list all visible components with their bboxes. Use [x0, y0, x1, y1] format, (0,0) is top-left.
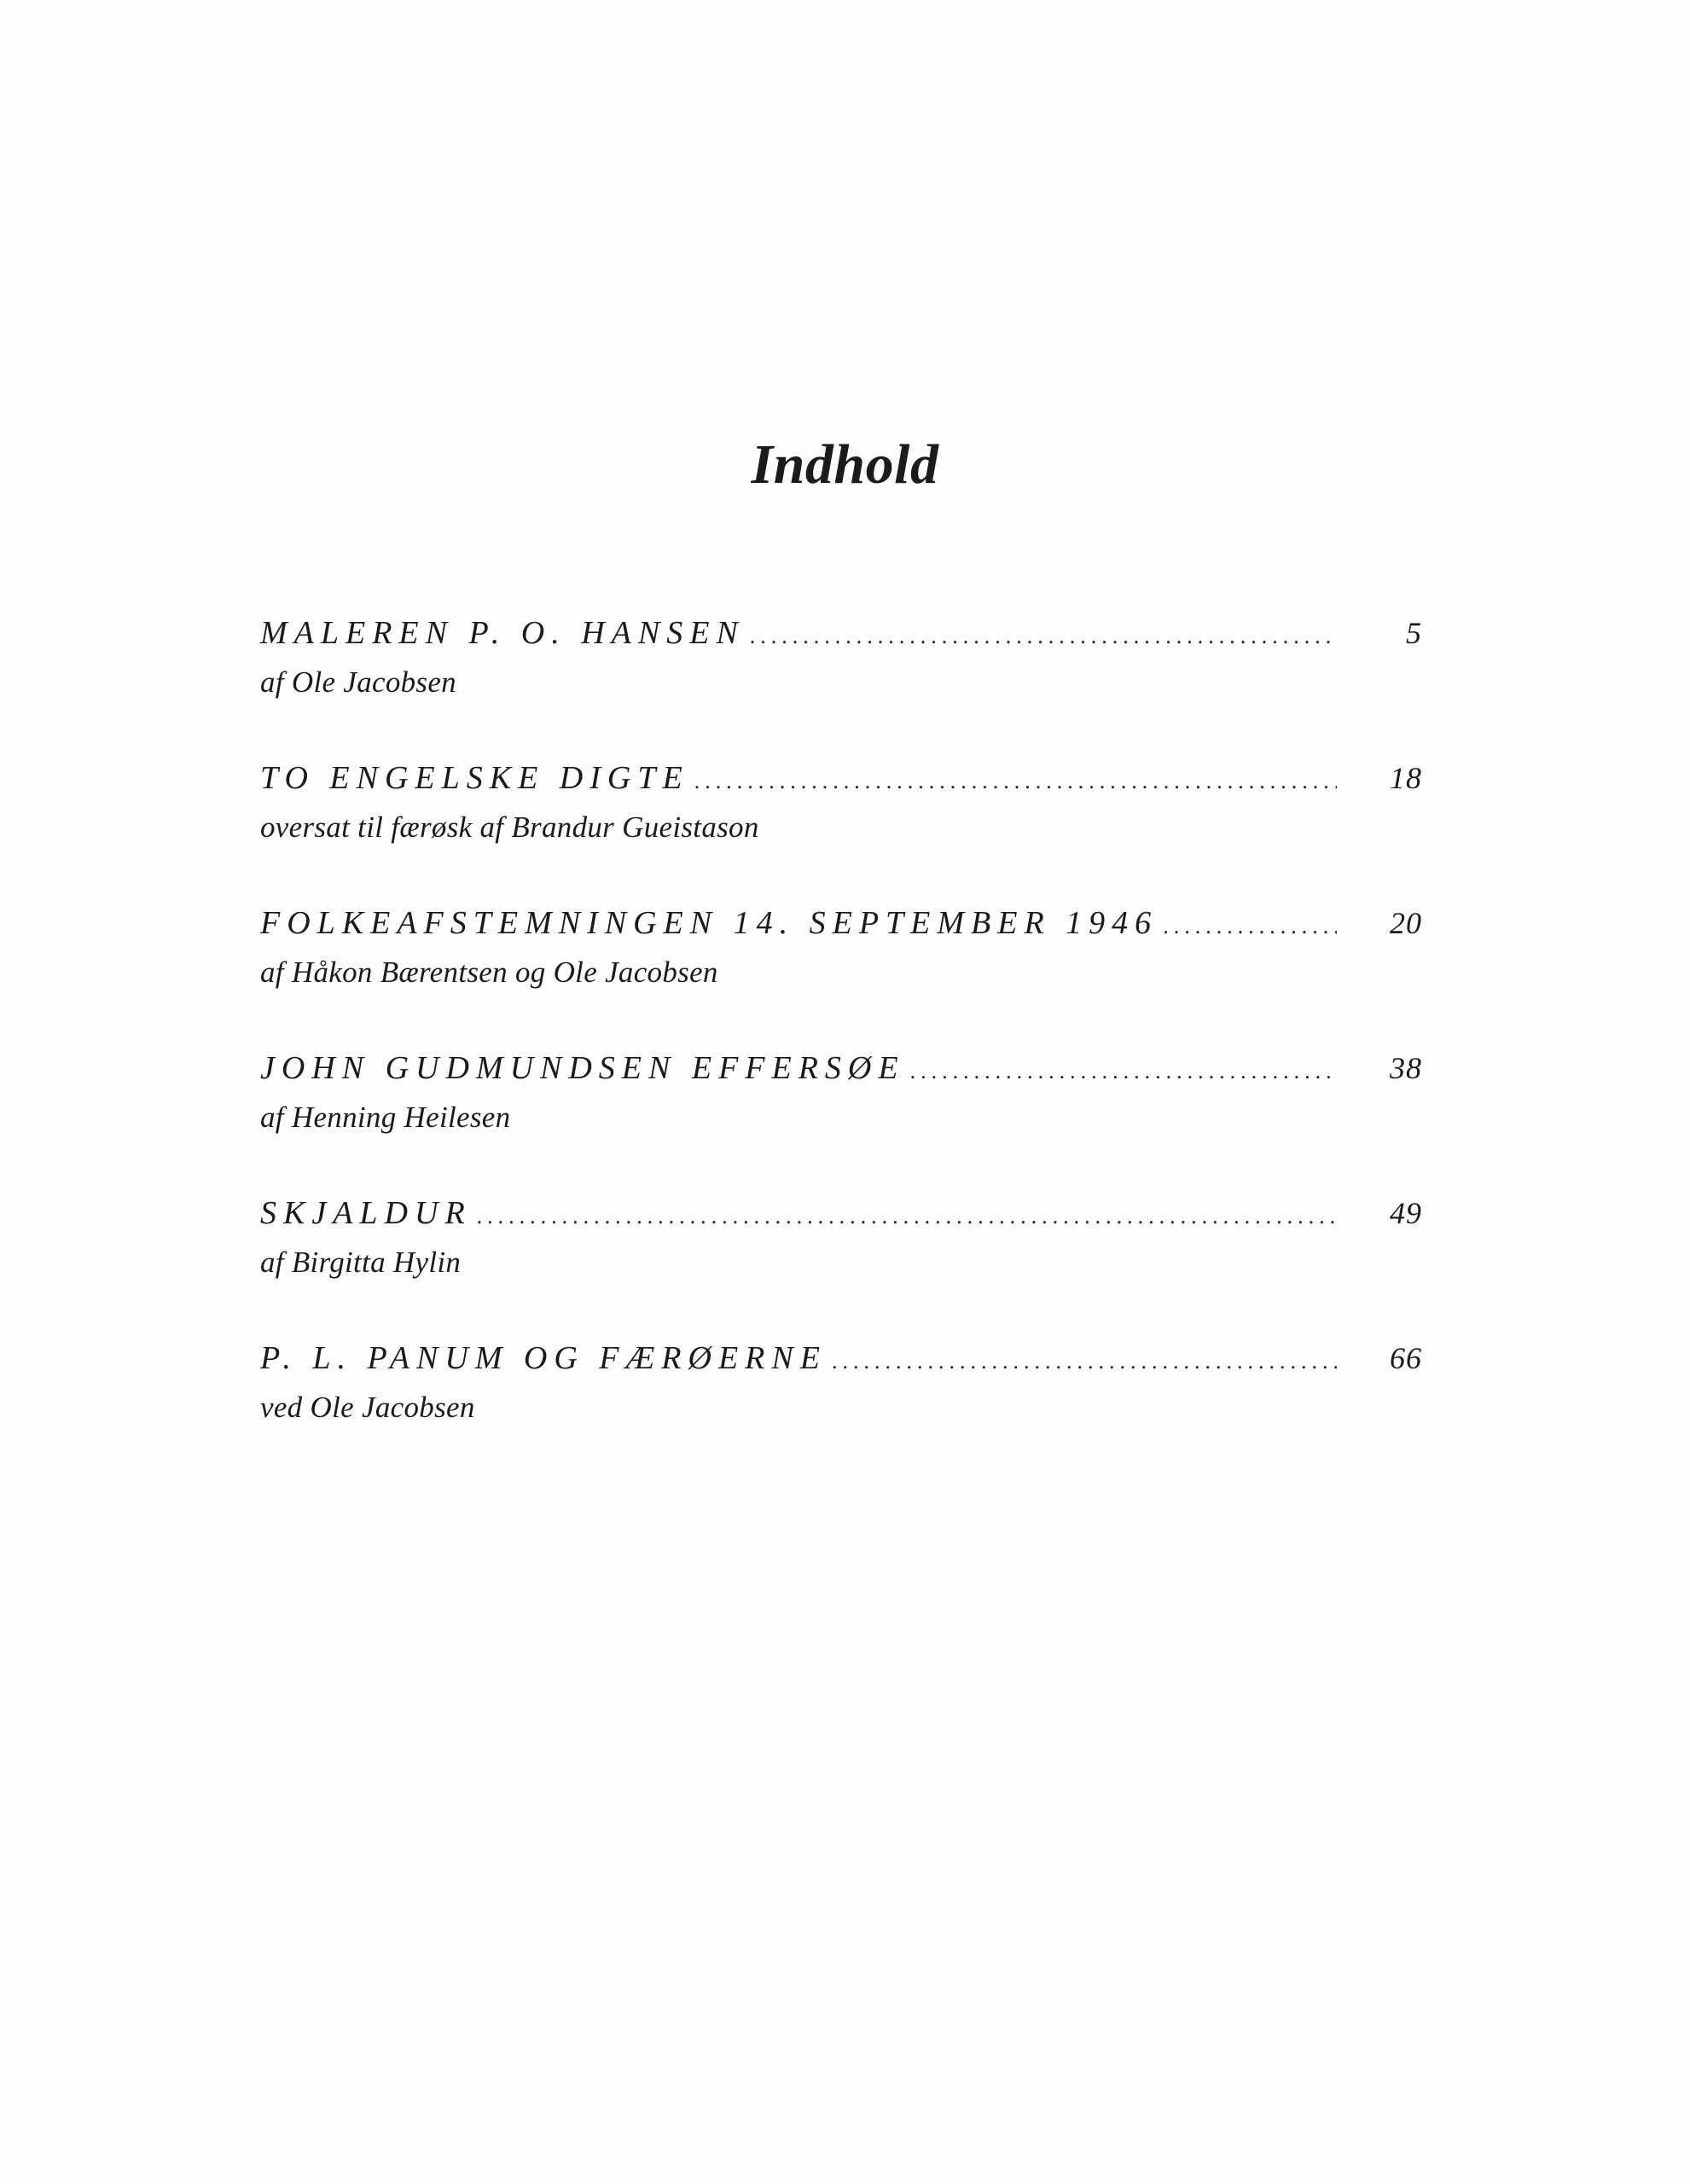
toc-entry-title: FOLKEAFSTEMNINGEN 14. SEPTEMBER 1946: [260, 905, 1159, 941]
toc-entry-line: [260, 1194, 1422, 1240]
toc-entry-author: af Ole Jacobsen: [260, 665, 456, 699]
dot-leader: [1163, 914, 1337, 939]
dot-leader: [694, 769, 1337, 794]
page-title: Indhold: [751, 433, 939, 497]
toc-entry-title: P. L. PANUM OG FÆRØERNE: [260, 1340, 827, 1376]
toc-entry-line: [260, 1339, 1422, 1385]
toc-entry: [260, 1049, 1422, 1194]
toc-entry-title: MALEREN P. O. HANSEN: [260, 615, 745, 651]
toc-entry-author: oversat til færøsk af Brandur Gueistason: [260, 810, 759, 844]
dot-leader: [750, 624, 1337, 649]
toc-page-number: 38: [1390, 1051, 1422, 1085]
dot-leader: [477, 1204, 1337, 1229]
toc-entry-author: af Henning Heilesen: [260, 1101, 511, 1134]
toc-entry: [260, 614, 1422, 759]
toc-entry-line: [260, 614, 1422, 660]
table-of-contents: [260, 614, 1422, 1484]
toc-entry: [260, 904, 1422, 1049]
toc-entry-author: ved Ole Jacobsen: [260, 1391, 475, 1424]
toc-entry-title: JOHN GUDMUNDSEN EFFERSØE: [260, 1050, 905, 1086]
dot-leader: [910, 1059, 1337, 1084]
toc-page-number: 5: [1406, 616, 1422, 650]
toc-entry: [260, 1339, 1422, 1484]
toc-entry-line: [260, 759, 1422, 805]
toc-entry-author: af Birgitta Hylin: [260, 1246, 462, 1279]
toc-entry-author: af Håkon Bærentsen og Ole Jacobsen: [260, 956, 718, 989]
toc-entry-line: [260, 904, 1422, 950]
toc-entry-title: TO ENGELSKE DIGTE: [260, 760, 689, 796]
toc-page-number: 18: [1390, 761, 1422, 795]
toc-page-number: 20: [1390, 906, 1422, 940]
toc-entry-line: [260, 1049, 1422, 1095]
toc-page-number: 66: [1390, 1341, 1422, 1375]
toc-entry: [260, 759, 1422, 904]
toc-entry: [260, 1194, 1422, 1339]
dot-leader: [832, 1349, 1337, 1374]
toc-entry-title: SKJALDUR: [260, 1195, 472, 1231]
toc-page-number: 49: [1390, 1196, 1422, 1230]
